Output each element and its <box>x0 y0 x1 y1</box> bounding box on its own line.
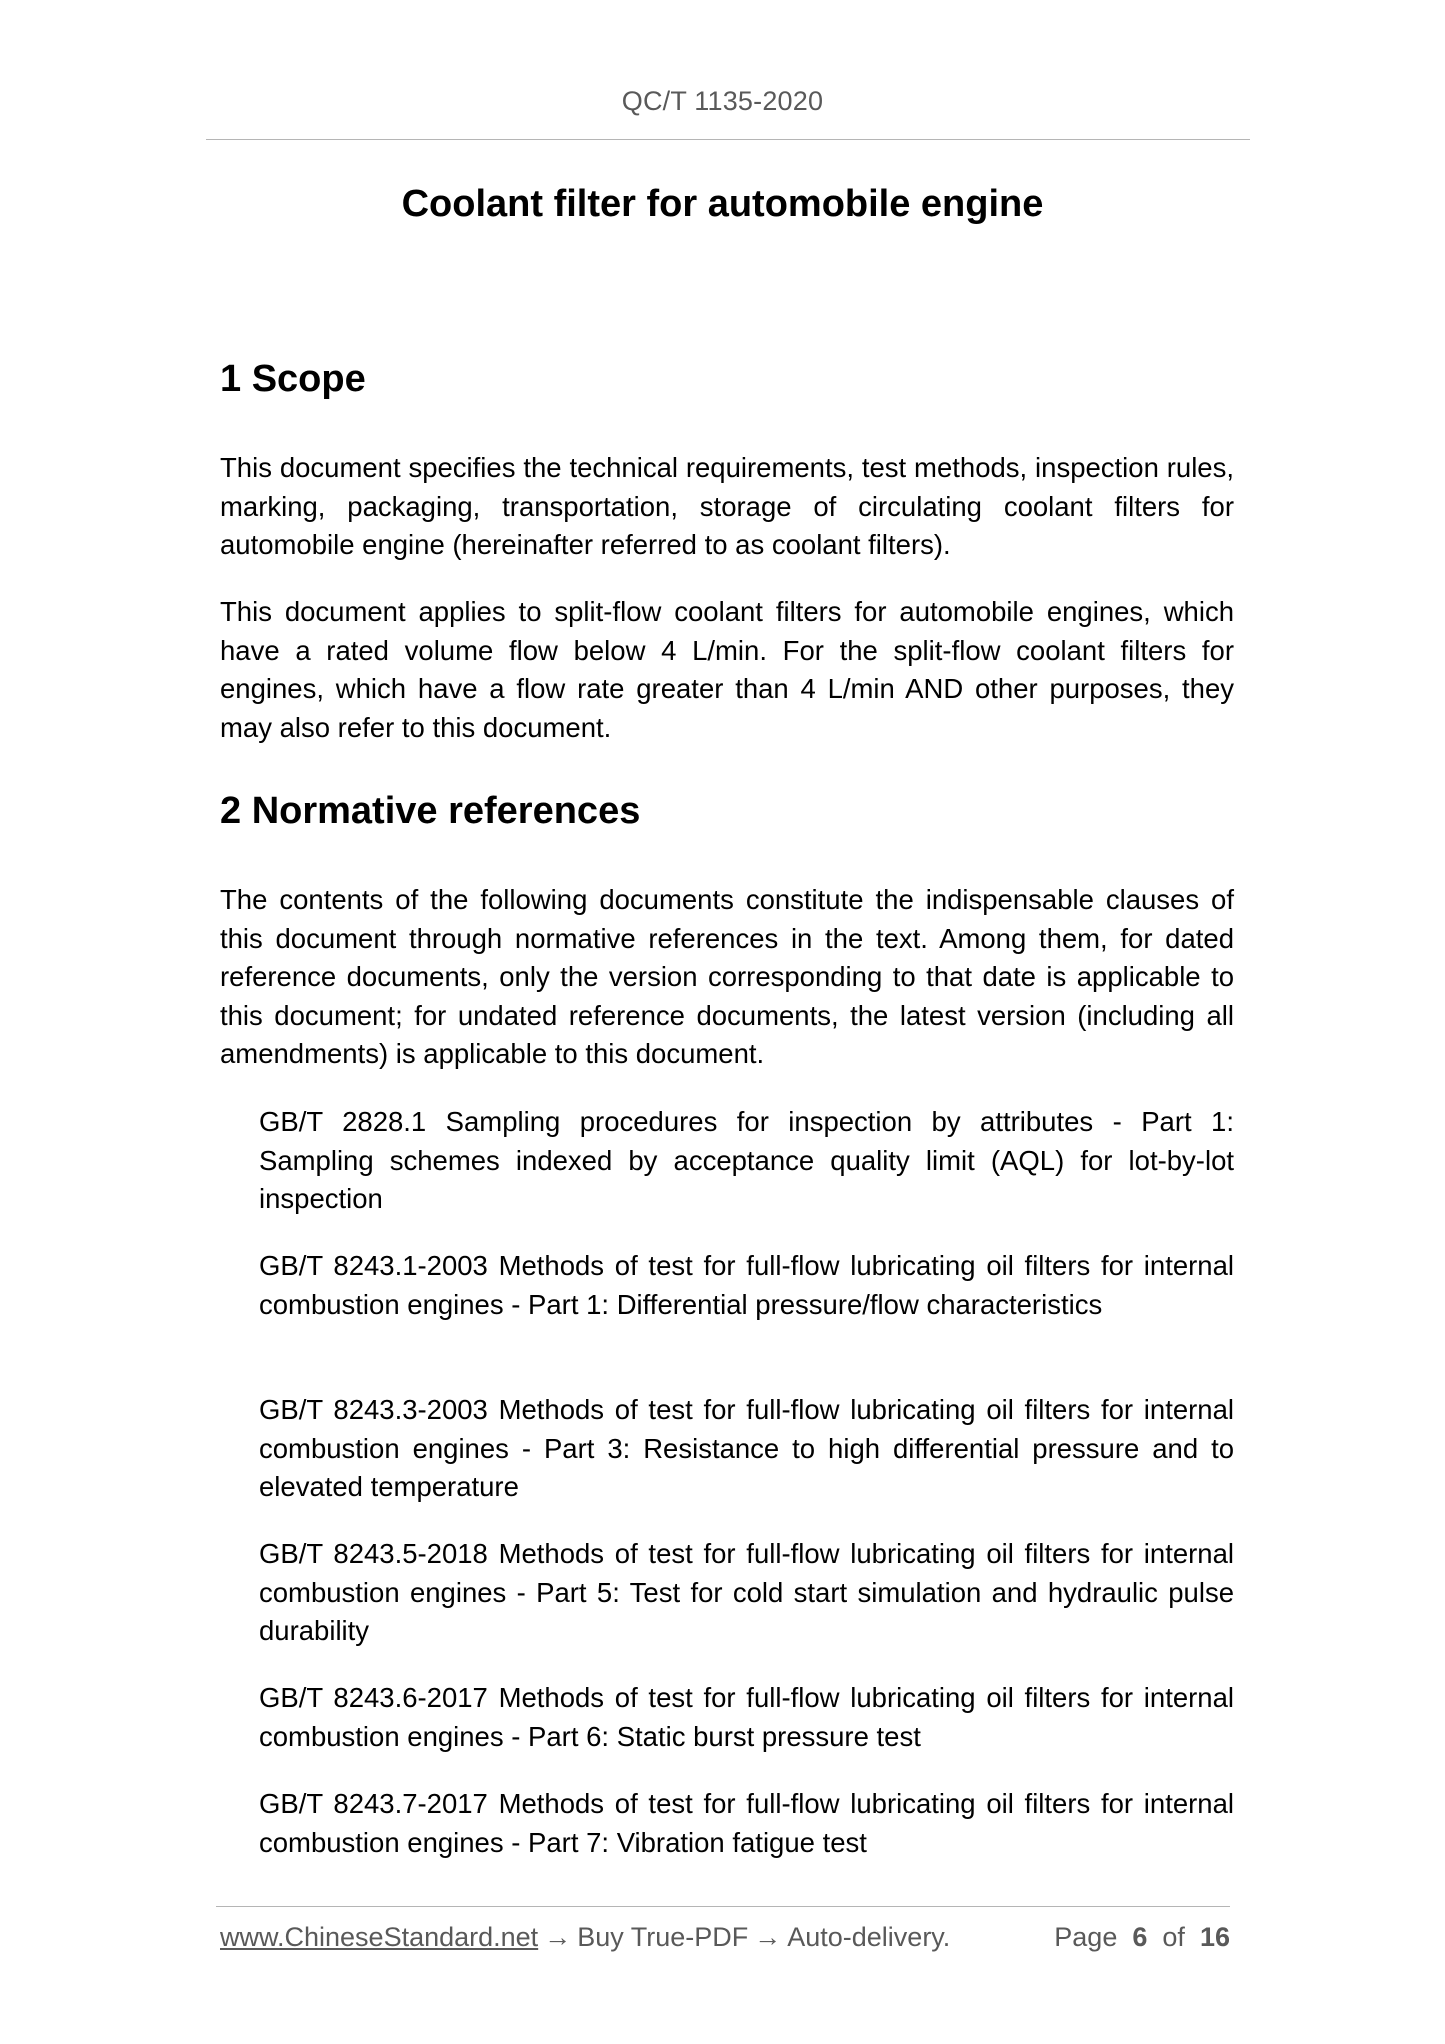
footer-promo <box>220 1922 950 1953</box>
auto-delivery-text: Auto-delivery. <box>787 1922 951 1952</box>
reference-item: GB/T 8243.5-2018 Methods of test for full-flow lubricating oil filters for internal combustion engines - Part 5: Test for cold start simulation and hydraulic pulse durability <box>259 1538 1234 1646</box>
normative-intro-paragraph: The contents of the following documents constitute the indispensable clauses of this document through normative references in the text. Among them, for dated reference documents, only the version corresponding to that date is applicable to this document; for undated reference documents, the latest version (including all amendments) is applicable to this document. <box>220 884 1234 1069</box>
arrow-right-icon: → <box>544 1922 572 1952</box>
buy-true-pdf-text: Buy True-PDF <box>577 1922 749 1952</box>
page-footer <box>220 1922 1230 1962</box>
page-total: 16 <box>1199 1922 1230 1952</box>
reference-item: GB/T 8243.7-2017 Methods of test for full-flow lubricating oil filters for internal combustion engines - Part 7: Vibration fatigue test <box>259 1788 1234 1858</box>
page-label: Page <box>1054 1922 1118 1952</box>
reference-item: GB/T 8243.6-2017 Methods of test for full-flow lubricating oil filters for internal combustion engines - Part 6: Static burst pressure test <box>259 1682 1234 1752</box>
section-heading-normative-references: 2 Normative references <box>220 790 641 832</box>
page-number <box>1054 1922 1230 1953</box>
reference-item: GB/T 8243.1-2003 Methods of test for full-flow lubricating oil filters for internal combustion engines - Part 1: Differential pressure/flow characteristics <box>259 1250 1234 1320</box>
header-divider <box>206 139 1250 140</box>
section-heading-scope: 1 Scope <box>220 358 366 400</box>
scope-paragraph: This document applies to split-flow coolant filters for automobile engines, which have a rated volume flow below 4 L/min. For the split-flow coolant filters for engines, which have a flow rate greater than 4 L/min AND other purposes, they may also refer to this document. <box>220 596 1234 743</box>
reference-item: GB/T 2828.1 Sampling procedures for inspection by attributes - Part 1: Sampling schemes indexed by acceptance quality limit (AQL) for lot-by-lot inspection <box>259 1106 1234 1214</box>
arrow-right-icon: → <box>754 1922 782 1952</box>
page-of-label: of <box>1162 1922 1185 1952</box>
scope-paragraph: This document specifies the technical requirements, test methods, inspection rules, marking, packaging, transportation, storage of circulating coolant filters for automobile engine (hereinafter referred to as coolant filters). <box>220 452 1234 560</box>
reference-item: GB/T 8243.3-2003 Methods of test for full-flow lubricating oil filters for internal combustion engines - Part 3: Resistance to high differential pressure and to elevated temperature <box>259 1394 1234 1502</box>
document-title: Coolant filter for automobile engine <box>401 183 1044 225</box>
page-current: 6 <box>1132 1922 1148 1952</box>
website-link[interactable]: www.ChineseStandard.net <box>220 1922 539 1952</box>
page-header-code: QC/T 1135-2020 <box>621 86 824 116</box>
footer-divider <box>216 1906 1230 1907</box>
